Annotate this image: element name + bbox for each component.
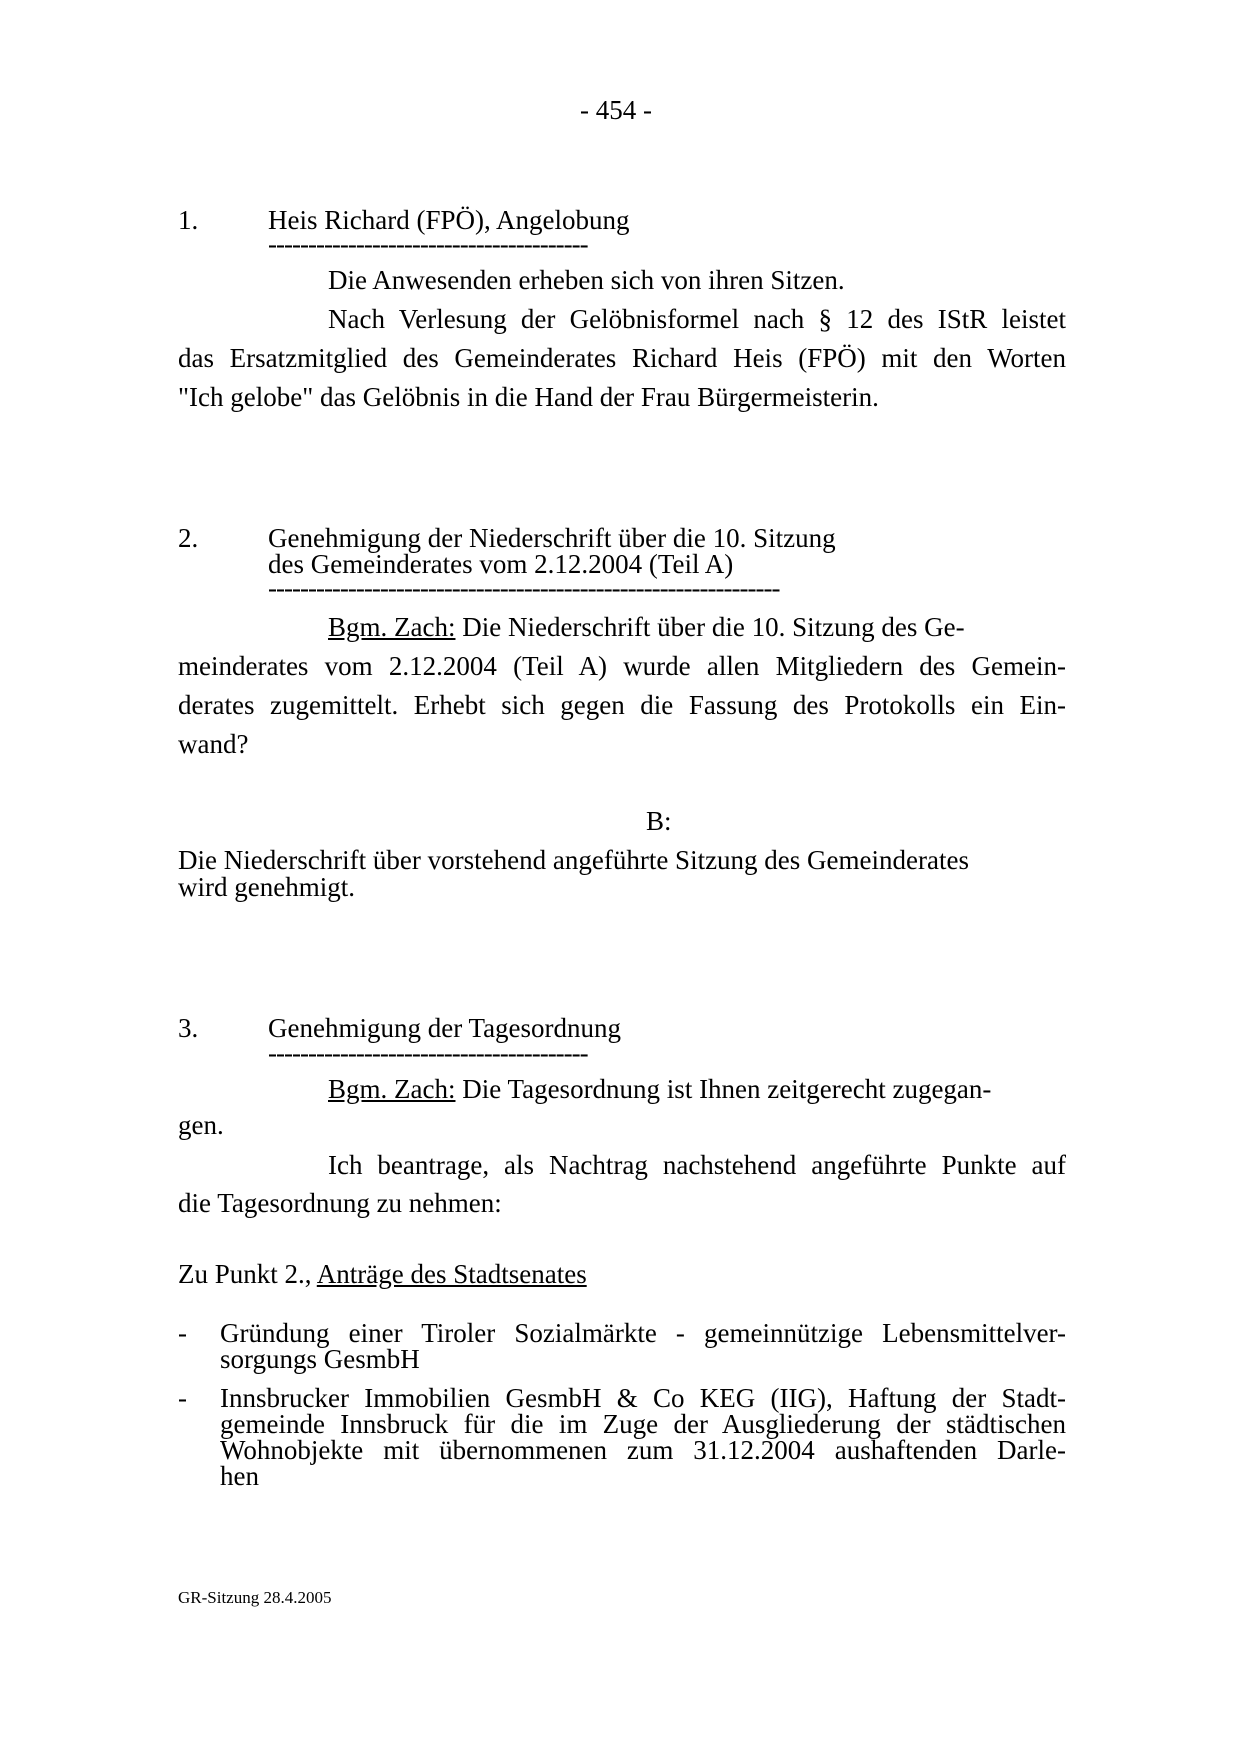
- paragraph-line: meinderates vom 2.12.2004 (Teil A) wurde allen Mitgliedern des Gemein-: [178, 651, 1066, 681]
- paragraph-line: die Tagesordnung zu nehmen:: [178, 1188, 502, 1218]
- section-title: des Gemeinderates vom 2.12.2004 (Teil A): [268, 549, 734, 579]
- paragraph-text: Die Niederschrift über die 10. Sitzung des Ge-: [455, 612, 965, 642]
- decision-label: B:: [646, 806, 672, 836]
- list-item-text: sorgungs GesmbH: [220, 1344, 420, 1374]
- decision-text: Die Niederschrift über vorstehend angeführte Sitzung des Gemeinderates: [178, 845, 969, 875]
- list-item-text: hen: [220, 1461, 259, 1491]
- paragraph-line: Die Anwesenden erheben sich von ihren Sitzen.: [328, 265, 845, 295]
- footer-text: GR-Sitzung 28.4.2005: [178, 1588, 332, 1607]
- section-number: 2.: [178, 523, 199, 553]
- bullet-dash: -: [178, 1383, 187, 1413]
- list-item-text: gemeinde Innsbruck für die im Zuge der Ausgliederung der städtischen: [220, 1409, 1066, 1439]
- paragraph-line: [328, 1071, 991, 1107]
- title-underline-rule: ----------------------------------------: [268, 1038, 588, 1068]
- paragraph-line: [328, 609, 965, 645]
- paragraph-line: "Ich gelobe" das Gelöbnis in die Hand der Frau Bürgermeisterin.: [178, 382, 879, 412]
- list-item-text: Innsbrucker Immobilien GesmbH & Co KEG (IIG), Haftung der Stadt-: [220, 1383, 1066, 1413]
- section-number: 1.: [178, 205, 199, 235]
- list-item-text: Wohnobjekte mit übernommenen zum 31.12.2004 aushaftenden Darle-: [220, 1435, 1066, 1465]
- subsection-title: Anträge des Stadtsenates: [316, 1259, 587, 1289]
- paragraph-text: Die Tagesordnung ist Ihnen zeitgerecht zugegan-: [455, 1074, 992, 1104]
- paragraph-line: wand?: [178, 729, 249, 759]
- speaker-label: Bgm. Zach:: [328, 1074, 456, 1104]
- speaker-label: Bgm. Zach:: [328, 612, 456, 642]
- section-title: Genehmigung der Tagesordnung: [268, 1013, 622, 1043]
- title-underline-rule: ----------------------------------------: [268, 229, 588, 259]
- page-number: - 454 -: [580, 95, 652, 125]
- section-title: Genehmigung der Niederschrift über die 10. Sitzung: [268, 523, 836, 553]
- bullet-dash: -: [178, 1318, 187, 1348]
- section-title: Heis Richard (FPÖ), Angelobung: [268, 205, 630, 235]
- subsection-prefix: Zu Punkt 2.,: [178, 1259, 317, 1289]
- paragraph-line: gen.: [178, 1110, 224, 1140]
- paragraph-line: derates zugemittelt. Erhebt sich gegen die Fassung des Protokolls ein Ein-: [178, 690, 1066, 720]
- subsection-heading: [178, 1256, 587, 1292]
- section-number: 3.: [178, 1013, 199, 1043]
- decision-text: wird genehmigt.: [178, 872, 355, 902]
- paragraph-line: das Ersatzmitglied des Gemeinderates Richard Heis (FPÖ) mit den Worten: [178, 343, 1066, 373]
- list-item-text: Gründung einer Tiroler Sozialmärkte - gemeinnützige Lebensmittelver-: [220, 1318, 1066, 1348]
- paragraph-line: Ich beantrage, als Nachtrag nachstehend angeführte Punkte auf: [328, 1150, 1066, 1180]
- title-underline-rule: ----------------------------------------------------------------: [268, 573, 780, 603]
- paragraph-line: Nach Verlesung der Gelöbnisformel nach § 12 des IStR leistet: [328, 304, 1066, 334]
